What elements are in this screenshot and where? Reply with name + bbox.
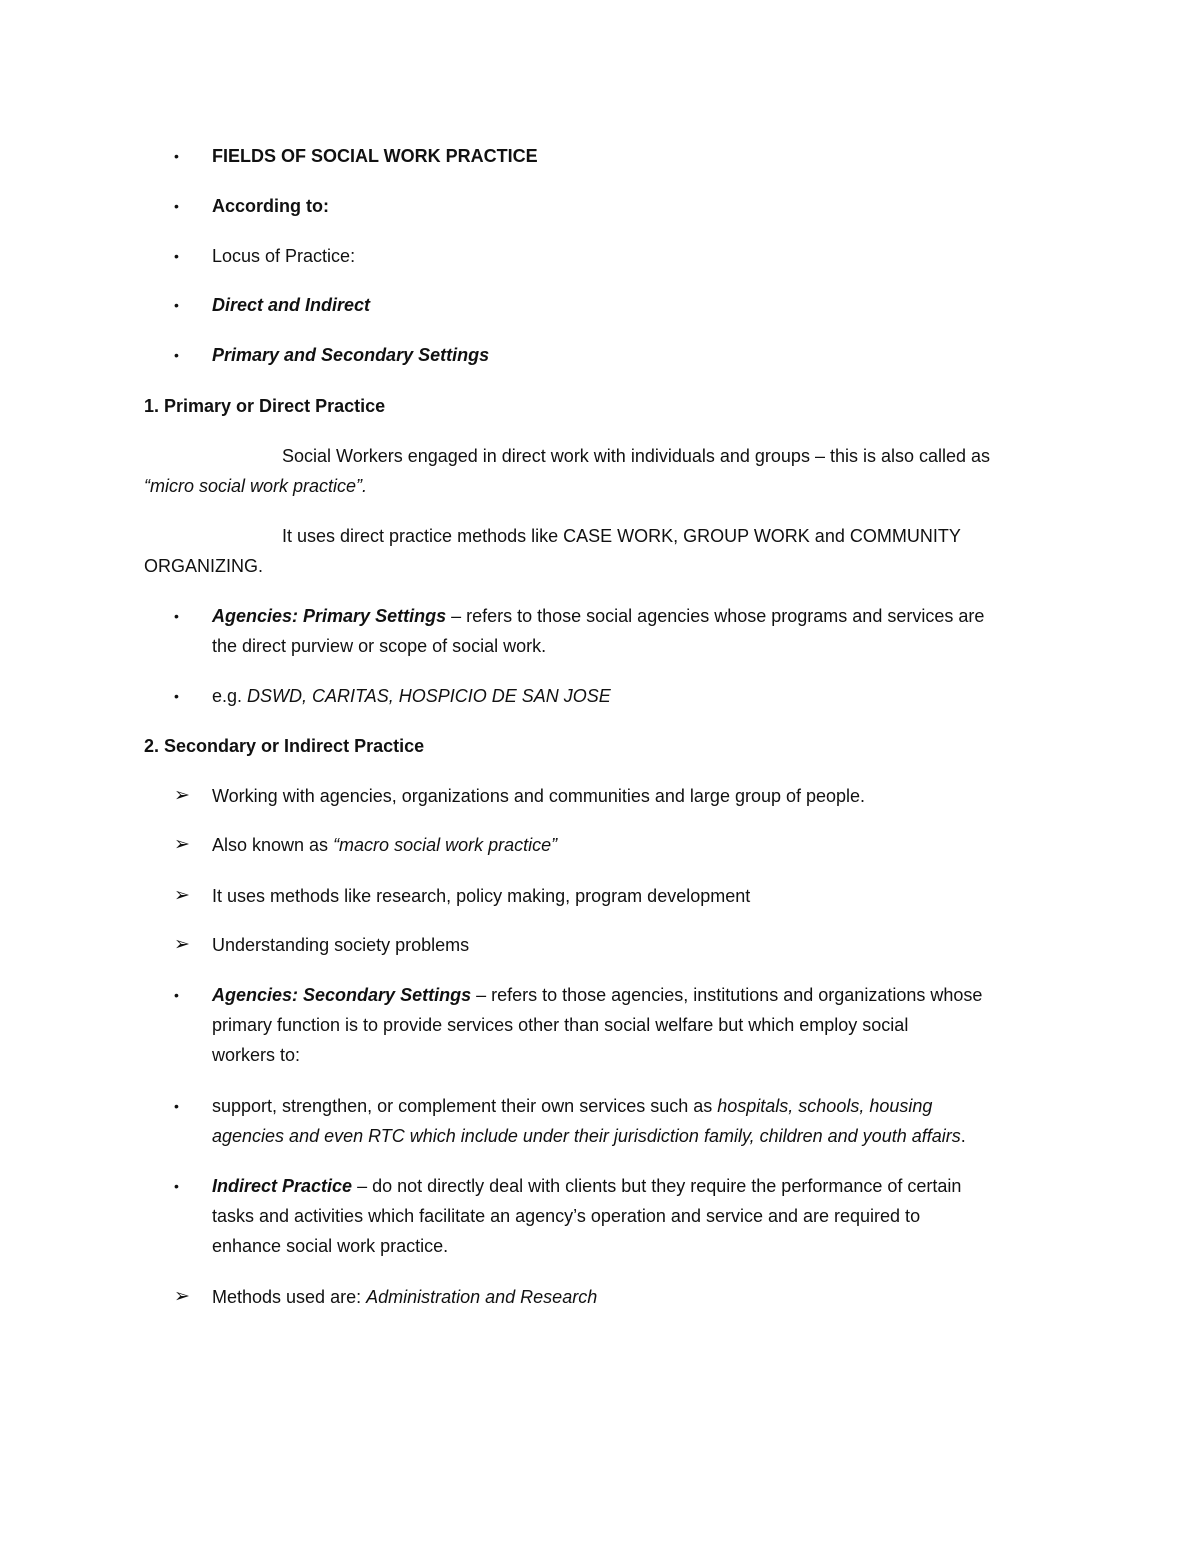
- definition-text: – refers to those agencies, institutions and organizations whose: [471, 985, 983, 1005]
- section-heading-secondary: 2. Secondary or Indirect Practice: [144, 736, 425, 756]
- list-item: [144, 980, 1054, 1070]
- section-heading-primary: 1. Primary or Direct Practice: [144, 396, 386, 416]
- eg-prefix: e.g.: [212, 686, 248, 706]
- list-item-text: [212, 1282, 1054, 1312]
- examples-text: agencies and even RTC which include under their jurisdiction family, children and youth affairs: [212, 1126, 961, 1146]
- paragraph-line: It uses direct practice methods like CASE WORK, GROUP WORK and COMMUNITY: [282, 526, 961, 546]
- arrow-bullet-icon: ➢: [174, 785, 190, 806]
- arrow-bullet-icon: ➢: [174, 885, 190, 906]
- list-item-text: Understanding society problems: [212, 935, 470, 955]
- definition-text: workers to:: [212, 1045, 301, 1065]
- bullet-icon: •: [174, 987, 179, 1003]
- list-item: [144, 290, 1054, 320]
- bullet-icon: •: [174, 148, 179, 164]
- examples-text: hospitals, schools, housing: [717, 1096, 933, 1116]
- list-item: [144, 830, 1054, 860]
- paragraph-line: ORGANIZING.: [144, 556, 264, 576]
- bullet-icon: •: [174, 248, 179, 264]
- bullet-icon: •: [174, 1098, 179, 1114]
- list-item-text: [212, 601, 1054, 661]
- quote-text: “macro social work practice”: [333, 835, 558, 855]
- list-item-text: It uses methods like research, policy making, program development: [212, 886, 751, 906]
- arrow-bullet-icon: ➢: [174, 1286, 190, 1307]
- list-item: [144, 1171, 1054, 1261]
- list-item-text: [212, 1171, 1054, 1261]
- list-item-text: [212, 681, 1054, 711]
- list-item-text: Direct and Indirect: [212, 295, 371, 315]
- definition-text: enhance social work practice.: [212, 1236, 449, 1256]
- list-item: [144, 681, 1054, 711]
- list-item: [144, 881, 1054, 911]
- paragraph-line: “micro social work practice”.: [144, 476, 368, 496]
- list-item-text: Primary and Secondary Settings: [212, 345, 490, 365]
- list-item: [144, 241, 1054, 271]
- text-prefix: Methods used are:: [212, 1287, 367, 1307]
- definition-text: tasks and activities which facilitate an agency’s operation and service and are required to: [212, 1206, 921, 1226]
- document-title: FIELDS OF SOCIAL WORK PRACTICE: [212, 146, 538, 166]
- arrow-bullet-icon: ➢: [174, 934, 190, 955]
- methods-text: Administration and Research: [366, 1287, 598, 1307]
- list-item: [144, 781, 1054, 811]
- list-item-text: [212, 1091, 1054, 1151]
- text-prefix: support, strengthen, or complement their own services such as: [212, 1096, 718, 1116]
- eg-examples: DSWD, CARITAS, HOSPICIO DE SAN JOSE: [247, 686, 611, 706]
- arrow-bullet-icon: ➢: [174, 834, 190, 855]
- bullet-icon: •: [174, 688, 179, 704]
- bullet-icon: •: [174, 297, 179, 313]
- term-primary-settings: Agencies: Primary Settings: [212, 606, 447, 626]
- list-item-text: Locus of Practice:: [212, 246, 356, 266]
- list-item: [144, 930, 1054, 960]
- term-indirect-practice: Indirect Practice: [212, 1176, 353, 1196]
- sentence-end: .: [960, 1126, 966, 1146]
- list-item: [144, 1091, 1054, 1151]
- text-prefix: Also known as: [212, 835, 334, 855]
- bullet-icon: •: [174, 198, 179, 214]
- list-item: [144, 1282, 1054, 1312]
- bullet-icon: •: [174, 1178, 179, 1194]
- list-item-text: [212, 980, 1054, 1070]
- list-item: [144, 340, 1054, 370]
- list-item-text: Working with agencies, organizations and communities and large group of people.: [212, 786, 866, 806]
- paragraph-line: Social Workers engaged in direct work with individuals and groups – this is also called as: [282, 446, 991, 466]
- definition-text: – refers to those social agencies whose programs and services are: [446, 606, 985, 626]
- list-item: [144, 141, 1054, 171]
- bullet-icon: •: [174, 347, 179, 363]
- definition-text: – do not directly deal with clients but they require the performance of certain: [352, 1176, 962, 1196]
- definition-text: primary function is to provide services other than social welfare but which employ social: [212, 1015, 909, 1035]
- definition-text: the direct purview or scope of social work.: [212, 636, 547, 656]
- bullet-icon: •: [174, 608, 179, 624]
- list-item: [144, 191, 1054, 221]
- list-item-text: According to:: [212, 196, 329, 216]
- term-secondary-settings: Agencies: Secondary Settings: [212, 985, 472, 1005]
- list-item-text: [212, 830, 1054, 860]
- list-item: [144, 601, 1054, 661]
